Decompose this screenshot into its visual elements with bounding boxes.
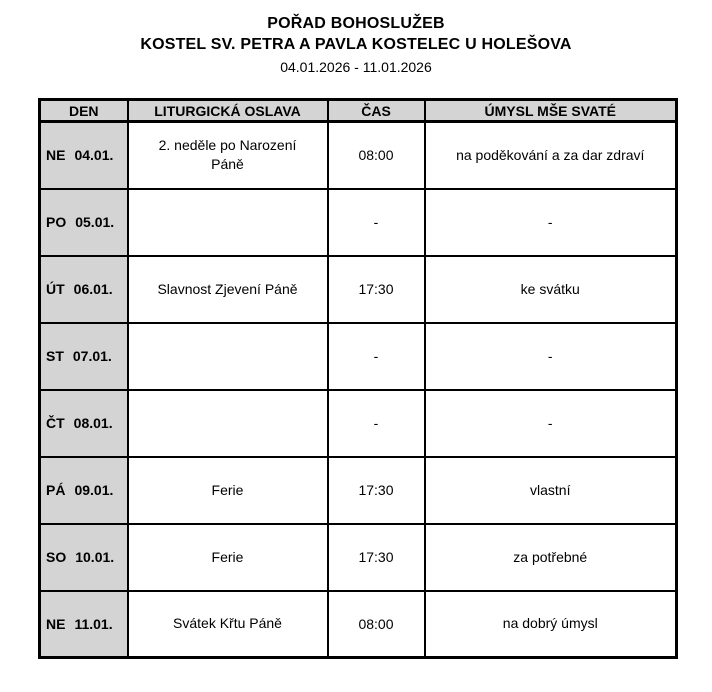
day-date: 07.01. [72, 348, 112, 364]
day-date: 04.01. [74, 147, 114, 164]
intention-cell: na poděkování a za dar zdraví [425, 122, 677, 189]
day-date: 10.01. [75, 549, 115, 565]
day-abbrev: PÁ [46, 482, 66, 498]
day-date: 05.01. [75, 214, 115, 230]
intention-cell: - [425, 390, 677, 457]
celebration-cell: Ferie [128, 457, 328, 524]
day-abbrev: SO [46, 549, 67, 565]
day-date: 08.01. [73, 415, 113, 431]
column-header-liturgicka-oslava: LITURGICKÁ OSLAVA [128, 100, 328, 122]
day-cell [40, 524, 128, 591]
day-abbrev: NE [46, 615, 66, 632]
day-cell [40, 591, 128, 658]
table-row [40, 189, 677, 256]
day-abbrev: PO [46, 214, 67, 230]
day-date: 06.01. [73, 281, 113, 297]
day-cell [40, 457, 128, 524]
time-cell: 08:00 [328, 591, 425, 658]
table-row [40, 524, 677, 591]
page-title: POŘAD BOHOSLUŽEB [267, 15, 445, 32]
day-abbrev: ÚT [46, 281, 65, 297]
table-row [40, 122, 677, 189]
celebration-cell [128, 390, 328, 457]
church-name: KOSTEL SV. PETRA A PAVLA KOSTELEC U HOLEŠOVA [140, 36, 572, 53]
schedule-table [38, 98, 678, 659]
column-header-den: DEN [40, 100, 128, 122]
intention-cell: za potřebné [425, 524, 677, 591]
celebration-cell: Slavnost Zjevení Páně [128, 256, 328, 323]
time-cell: 08:00 [328, 122, 425, 189]
table-row [40, 457, 677, 524]
day-date: 09.01. [74, 482, 114, 498]
intention-cell: na dobrý úmysl [425, 591, 677, 658]
celebration-cell: Svátek Křtu Páně [128, 591, 328, 658]
celebration-cell: 2. neděle po Narození Páně [128, 122, 328, 189]
table-row [40, 323, 677, 390]
table-header-row [40, 100, 677, 122]
time-cell: - [328, 189, 425, 256]
day-abbrev: ČT [46, 415, 65, 431]
day-abbrev: NE [46, 147, 66, 164]
day-cell [40, 189, 128, 256]
day-cell [40, 122, 128, 189]
schedule-body [40, 122, 677, 658]
time-cell: - [328, 323, 425, 390]
time-cell: 17:30 [328, 256, 425, 323]
intention-cell: - [425, 189, 677, 256]
time-cell: 17:30 [328, 524, 425, 591]
day-cell [40, 256, 128, 323]
celebration-cell [128, 323, 328, 390]
time-cell: - [328, 390, 425, 457]
celebration-cell [128, 189, 328, 256]
day-date: 11.01. [74, 615, 113, 632]
table-row [40, 591, 677, 658]
column-header-umysl-mse-svate: ÚMYSL MŠE SVATÉ [425, 100, 677, 122]
column-header-cas: ČAS [328, 100, 425, 122]
intention-cell: - [425, 323, 677, 390]
date-range: 04.01.2026 - 11.01.2026 [280, 59, 432, 75]
title-block [0, 0, 712, 77]
day-abbrev: ST [46, 348, 64, 364]
table-row [40, 256, 677, 323]
day-cell [40, 390, 128, 457]
table-row [40, 390, 677, 457]
intention-cell: vlastní [425, 457, 677, 524]
time-cell: 17:30 [328, 457, 425, 524]
celebration-cell: Ferie [128, 524, 328, 591]
intention-cell: ke svátku [425, 256, 677, 323]
day-cell [40, 323, 128, 390]
